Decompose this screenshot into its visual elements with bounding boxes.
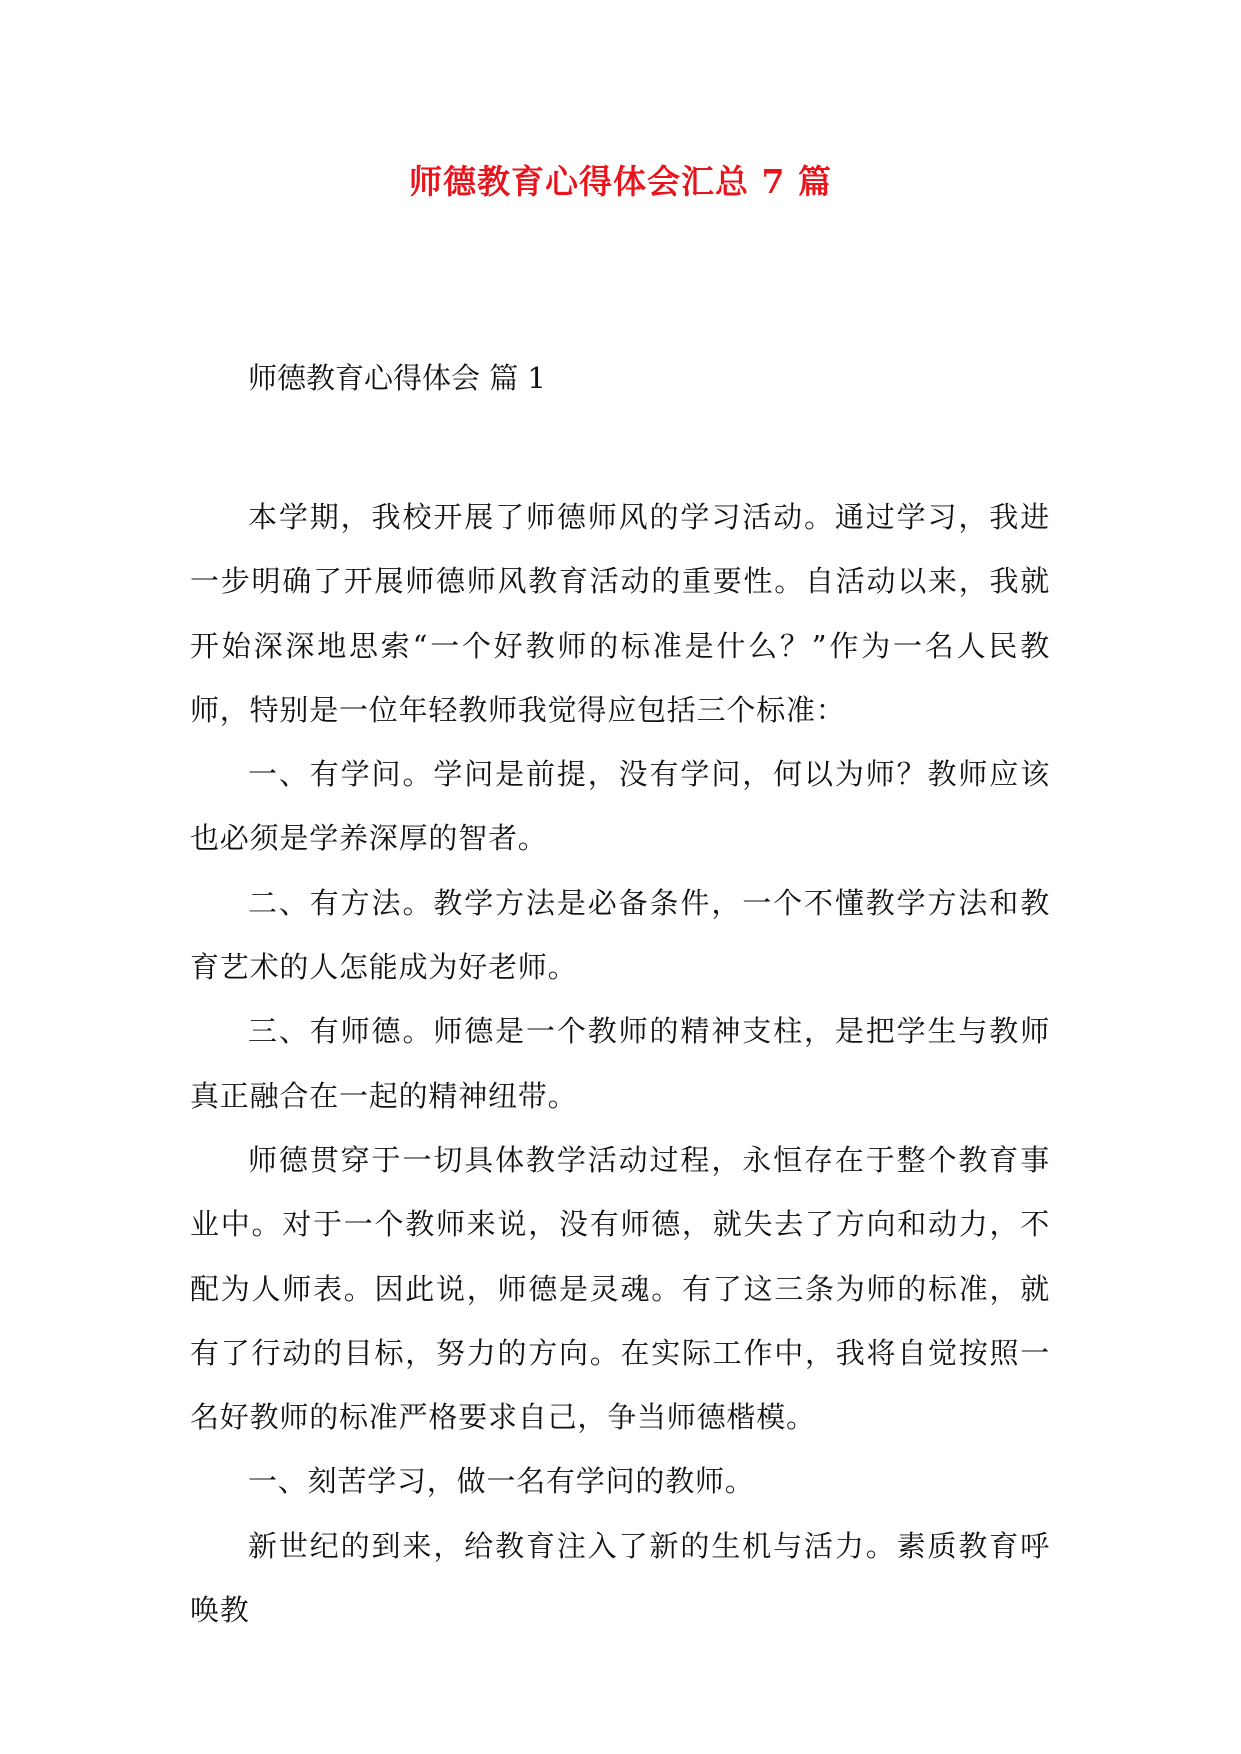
paragraph: 一、刻苦学习，做一名有学问的教师。: [248, 1464, 755, 1499]
section-heading: 师德教育心得体会 篇 1: [248, 361, 546, 395]
paragraph: 二、有方法。教学方法是必备条件，一个不懂教学方法和教育艺术的人怎能成为好老师。: [190, 885, 1050, 985]
paragraph: 新世纪的到来，给教育注入了新的生机与活力。素质教育呼唤教: [190, 1528, 1050, 1628]
paragraph: 三、有师德。师德是一个教师的精神支柱，是把学生与教师真正融合在一起的精神纽带。: [190, 1014, 1050, 1113]
document-title: 师德教育心得体会汇总 7 篇: [409, 162, 832, 201]
paragraph: 师德贯穿于一切具体教学活动过程，永恒存在于整个教育事业中。对于一个教师来说，没有师德，就失去了方向和动力，不配为人师表。因此说，师德是灵魂。有了这三条为师的标准，就有了行动的目标，努力的方向。在实际工作中，我将自觉按照一名好教师的标准严格要求自己，争当师德楷模。: [190, 1142, 1050, 1435]
paragraph: 本学期，我校开展了师德师风的学习活动。通过学习，我进一步明确了开展师德师风教育活动的重要性。自活动以来，我就开始深深地思索“一个好教师的标准是什么？”作为一名人民教师，特别是一位年轻教师我觉得应包括三个标准：: [190, 500, 1050, 727]
document-body: [190, 485, 1050, 1642]
paragraph: 一、有学问。学问是前提，没有学问，何以为师？教师应该也必须是学养深厚的智者。: [190, 757, 1050, 856]
